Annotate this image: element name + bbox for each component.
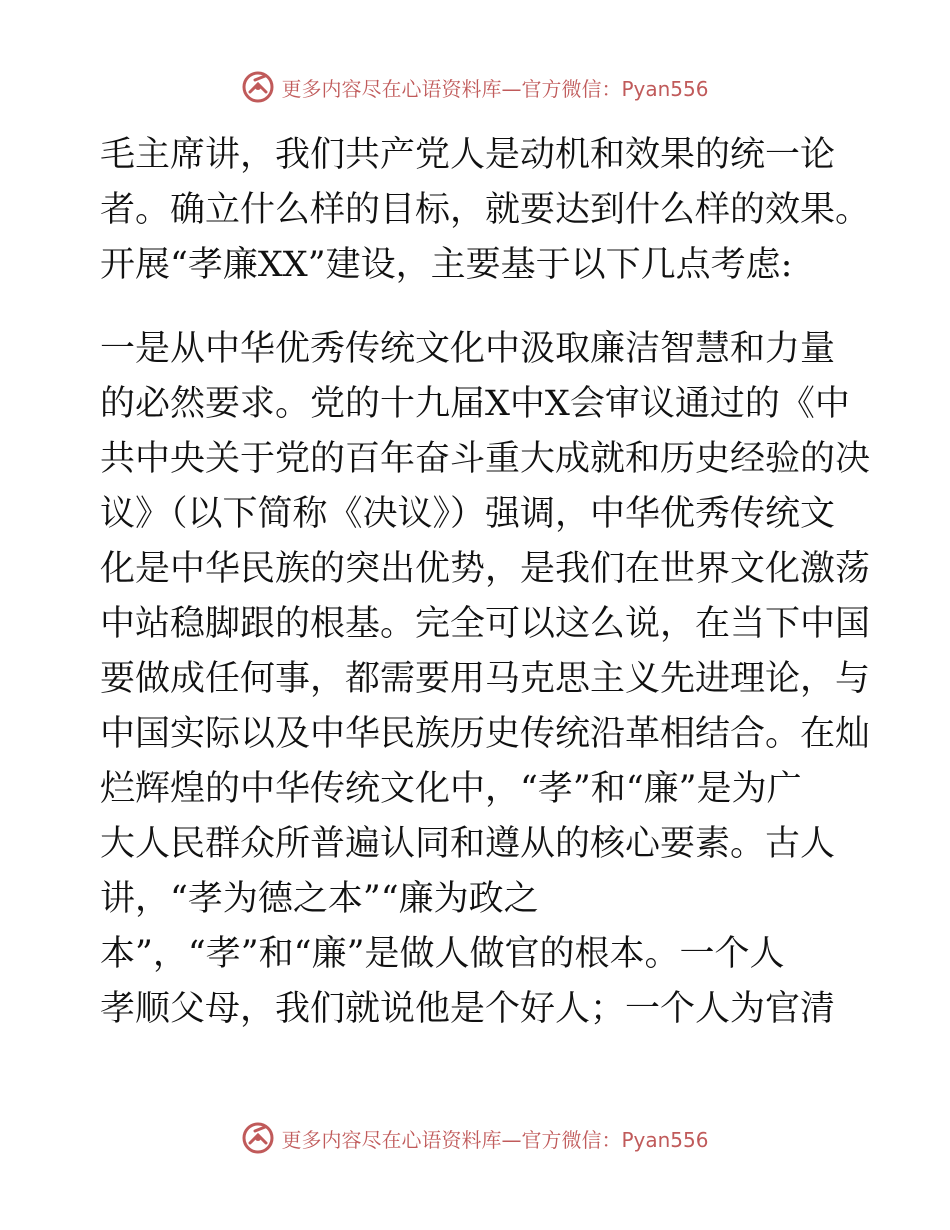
text-line: 讲，“孝为德之本”“廉为政之 [100, 879, 539, 919]
header-watermark [0, 70, 950, 104]
text-line: 议》（以下简称《决议》）强调，中华优秀传统文 [100, 494, 836, 534]
text-line: 一是从中华优秀传统文化中汲取廉洁智慧和力量 [100, 329, 836, 369]
paragraph [100, 128, 871, 293]
document-body [100, 128, 871, 1037]
text-line: 共中央关于党的百年奋斗重大成就和历史经验的决 [100, 439, 871, 479]
text-line: 化是中华民族的突出优势，是我们在世界文化激荡 [100, 549, 871, 589]
watermark-text: 更多内容尽在心语资料库—官方微信：Pyan556 [281, 76, 709, 101]
text-line: 本”，“孝”和“廉”是做人做官的根本。一个人 [100, 934, 785, 974]
paragraph [100, 322, 871, 1037]
text-line: 中国实际以及中华民族历史传统沿革相结合。在灿 [100, 714, 871, 754]
text-line: 要做成任何事，都需要用马克思主义先进理论，与 [100, 659, 871, 699]
text-line: 中站稳脚跟的根基。完全可以这么说，在当下中国 [100, 604, 871, 644]
text-line: 烂辉煌的中华传统文化中，“孝”和“廉”是为广 [100, 769, 802, 809]
text-line: 毛主席讲，我们共产党人是动机和效果的统一论 [100, 135, 836, 175]
book-pen-logo-icon [241, 1121, 275, 1155]
text-line: 孝顺父母，我们就说他是个好人；一个人为官清 [100, 989, 836, 1029]
text-line: 开展“孝廉XX”建设，主要基于以下几点考虑: [100, 245, 793, 285]
text-line: 者。确立什么样的目标，就要达到什么样的效果。 [100, 190, 871, 230]
text-line: 大人民群众所普遍认同和遵从的核心要素。古人 [100, 824, 836, 864]
footer-watermark [0, 1121, 950, 1155]
watermark-text: 更多内容尽在心语资料库—官方微信：Pyan556 [281, 1127, 709, 1152]
book-pen-logo-icon [241, 70, 275, 104]
text-line: 的必然要求。党的十九届X中X会审议通过的《中 [100, 384, 850, 424]
